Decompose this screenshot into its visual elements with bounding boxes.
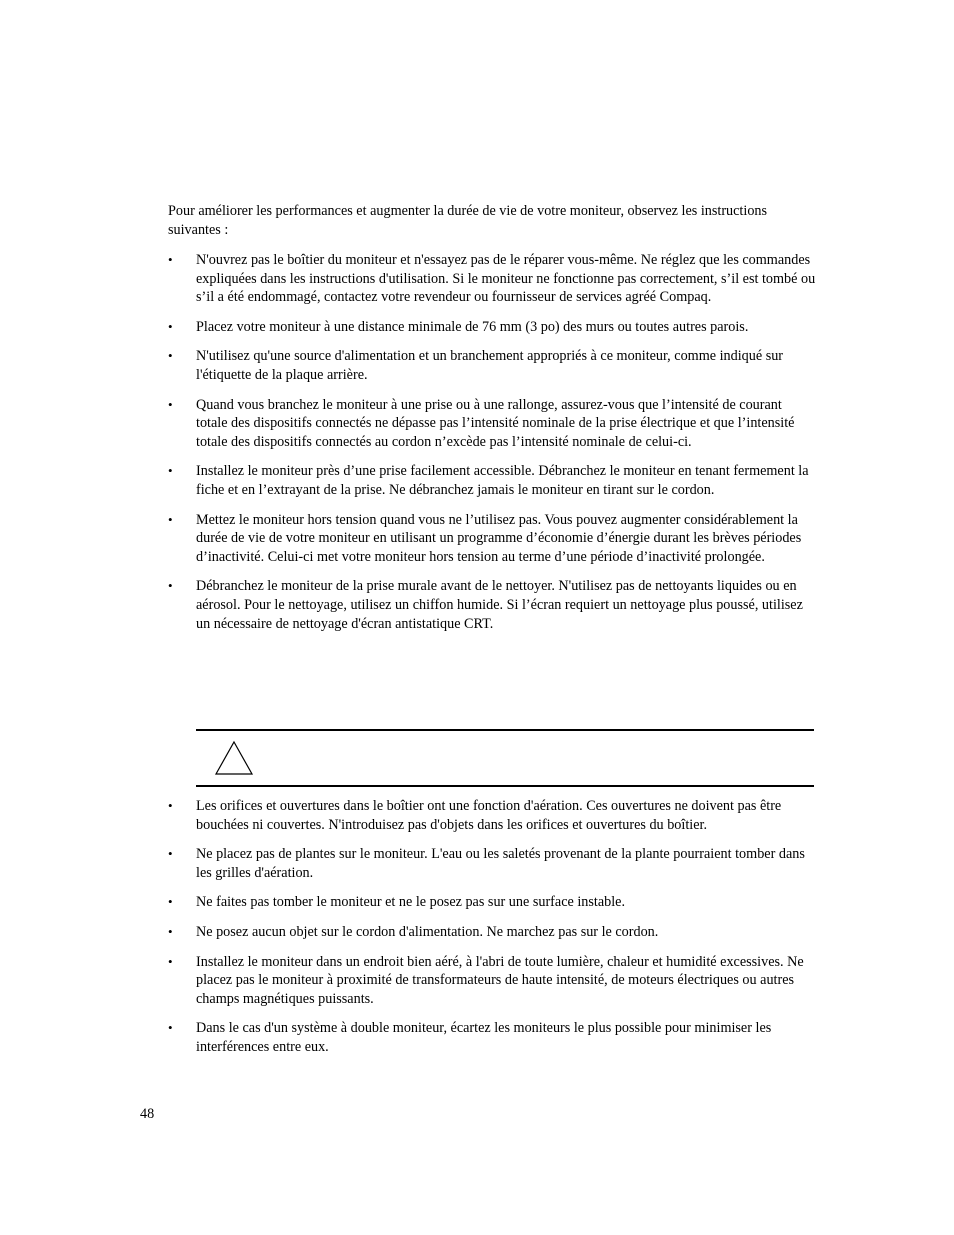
page-number: 48 <box>140 1106 155 1122</box>
list-item: • Placez votre moniteur à une distance minimale de 76 mm (3 po) des murs ou toutes autres parois. <box>168 318 816 337</box>
list-item: • Installez le moniteur dans un endroit bien aéré, à l'abri de toute lumière, chaleur et humidité excessives. Ne placez pas le moniteur à proximité de transformateurs de haute intensité, de moteurs électriques ou autres champs magnétiques puissants. <box>168 953 816 1009</box>
list-item: • Dans le cas d'un système à double moniteur, écartez les moniteurs le plus possible pour minimiser les interférences entre eux. <box>168 1019 816 1056</box>
list-item: • Ne placez pas de plantes sur le moniteur. L'eau ou les saletés provenant de la plante pourraient tomber dans les grilles d'aération. <box>168 845 816 882</box>
list-item: • Débranchez le moniteur de la prise murale avant de le nettoyer. N'utilisez pas de nettoyants liquides ou en aérosol. Pour le nettoyage, utilisez un chiffon humide. Si l’écran requiert un nettoyage plus poussé, utilisez un nécessaire de nettoyage d'écran antistatique CRT. <box>168 577 816 633</box>
list-item: • Les orifices et ouvertures dans le boîtier ont une fonction d'aération. Ces ouvertures ne doivent pas être bouchées ni couvertes. N'introduisez pas d'objets dans les orifices et ouvertures du boîtier. <box>168 797 816 834</box>
caution-list <box>168 797 816 1057</box>
caution-top-rule <box>196 729 814 731</box>
precautions-list <box>168 251 816 633</box>
list-item: • Mettez le moniteur hors tension quand vous ne l’utilisez pas. Vous pouvez augmenter considérablement la durée de vie de votre moniteur en utilisant un programme d’économie d’énergie durant les brèves périodes d’inactivité. Celui-ci met votre moniteur hors tension au terme d’une période d’inactivité prolongée. <box>168 511 816 567</box>
list-item: • Installez le moniteur près d’une prise facilement accessible. Débranchez le moniteur en tenant fermement la fiche et en l’extrayant de la prise. Ne débranchez jamais le moniteur en tirant sur le cordon. <box>168 462 816 499</box>
list-item: • N'ouvrez pas le boîtier du moniteur et n'essayez pas de le réparer vous-même. Ne réglez que les commandes expliquées dans les instructions d'utilisation. Si le moniteur ne fonctionne pas correctement, s’il est tombé ou s’il a été endommagé, contactez votre revendeur ou fournisseur de services agréé Compaq. <box>168 251 816 307</box>
list-item: • Ne posez aucun objet sur le cordon d'alimentation. Ne marchez pas sur le cordon. <box>168 923 816 942</box>
intro-paragraph: Pour améliorer les performances et augmenter la durée de vie de votre moniteur, observez les instructions suivantes : <box>168 203 768 238</box>
list-item: • N'utilisez qu'une source d'alimentation et un branchement appropriés à ce moniteur, comme indiqué sur l'étiquette de la plaque arrière. <box>168 347 816 384</box>
warning-triangle-icon <box>214 740 254 776</box>
list-item: • Ne faites pas tomber le moniteur et ne le posez pas sur une surface instable. <box>168 893 816 912</box>
caution-bottom-rule <box>196 785 814 787</box>
list-item: • Quand vous branchez le moniteur à une prise ou à une rallonge, assurez-vous que l’intensité de courant totale des dispositifs connectés ne dépasse pas l’intensité nominale de la prise électrique et que l’intensité totale des dispositifs connectés au cordon n’excède pas l’intensité nominale de celui-ci. <box>168 396 816 452</box>
